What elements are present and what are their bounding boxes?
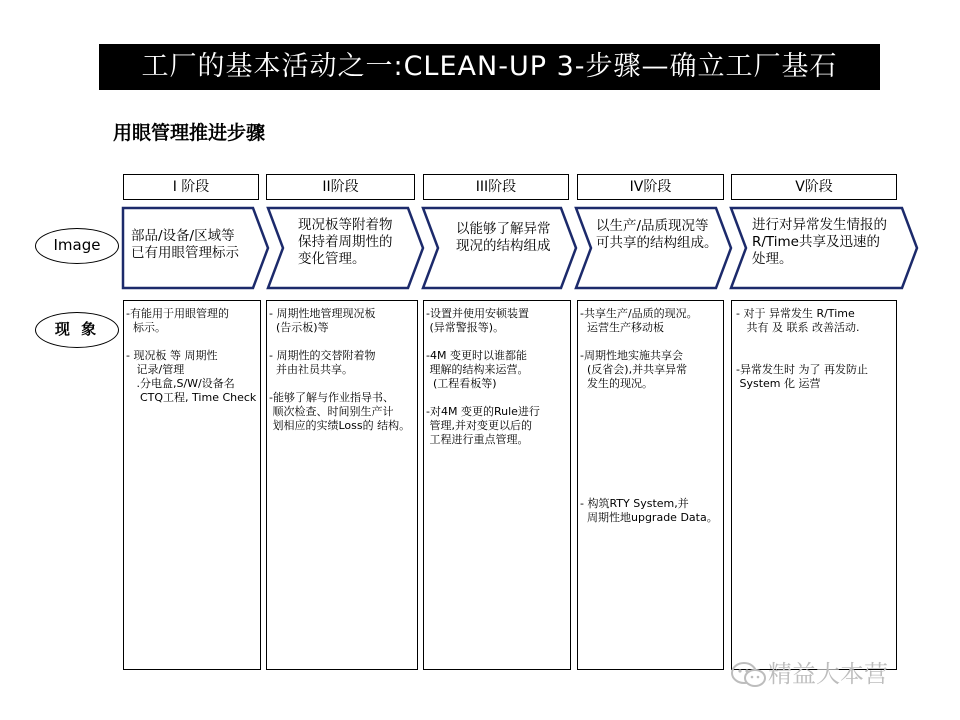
stage-header-4: IV阶段 (577, 174, 724, 200)
image-text-5: 进行对异常发生情报的 R/Time共享及迅速的 处理。 (752, 217, 887, 267)
stage-header-1: I 阶段 (123, 174, 259, 200)
phenomena-text-4-extra: - 构筑RTY System,并 周期性地upgrade Data。 (580, 497, 718, 524)
page-title: 工厂的基本活动之一:CLEAN-UP 3-步骤—确立工厂基石 (99, 44, 880, 90)
subtitle: 用眼管理推进步骤 (113, 122, 266, 144)
stage-header-2: II阶段 (266, 174, 415, 200)
image-text-4: 以生产/品质现况等 可共享的结构组成。 (596, 218, 718, 251)
image-text-2: 现况板等附着物 保持着周期性的 变化管理。 (298, 217, 393, 267)
stage-header-3: III阶段 (423, 174, 569, 200)
watermark-text: 精益大本营 (768, 660, 888, 688)
image-text-3: 以能够了解异常 现况的结构组成 (456, 221, 551, 254)
phenomena-text-5: - 对于 异常发生 R/Time 共有 及 联系 改善活动. -异常发生时 为了 再发防止 System 化 运营 (736, 307, 868, 390)
watermark (730, 654, 888, 689)
phenomena-text-1: -有能用于用眼管理的 标示。 - 现况板 等 周期性 记录/管理 .分电盒,S/W/设备名 CTQ工程, Time Check (126, 307, 257, 404)
phenomena-text-4: -共享生产/品质的现况。 运营生产移动板 -周期性地实施共享会 (反省会),并共享异常 发生的现况。 (580, 307, 698, 390)
row-label-image: Image (35, 228, 119, 264)
phenomena-text-2: - 周期性地管理现况板 (告示板)等 - 周期性的交替附着物 并由社员共享。 -能够了解与作业指导书、 顺次检查、时间别生产计 划相应的实绩Loss的 结构。 (269, 307, 411, 432)
image-text-1: 部品/设备/区域等 已有用眼管理标示 (131, 228, 239, 261)
wechat-icon (730, 661, 768, 689)
row-label-phenomenon: 现 象 (35, 312, 119, 348)
stage-header-5: V阶段 (731, 174, 897, 200)
phenomena-text-3: -设置并使用安顿装置 (异常警报等)。 -4M 变更时以谁都能 理解的结构来运营。 (工程看板等) -对4M 变更的Rule进行 管理,并对变更以后的 工程进行重点管理。 (426, 307, 540, 446)
